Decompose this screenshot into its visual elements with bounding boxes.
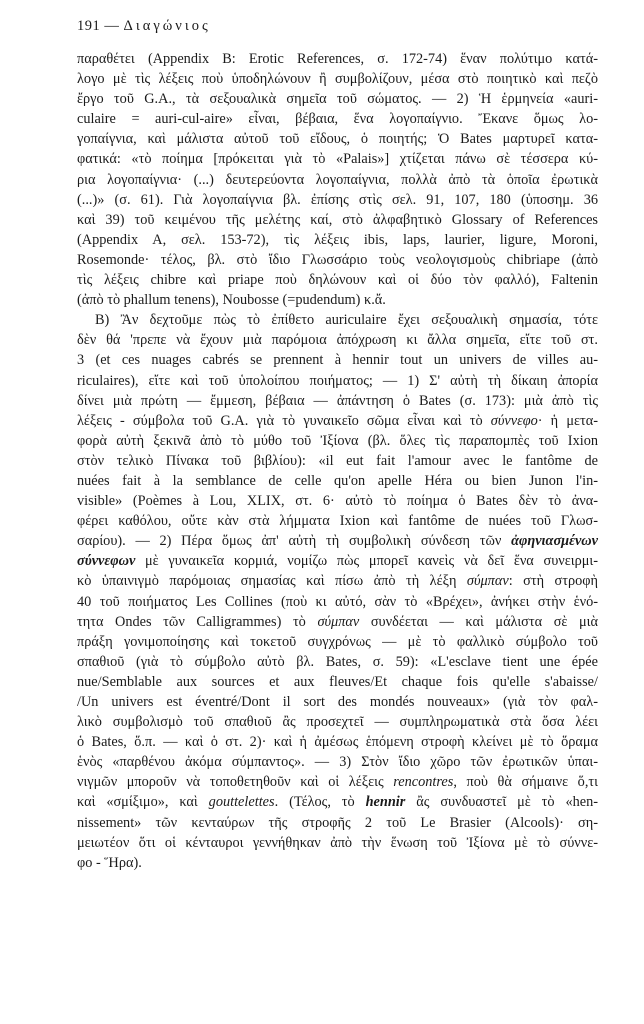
text-line — [77, 632, 598, 652]
text-line — [77, 491, 598, 511]
emphasized-text: σύμπαν — [317, 613, 360, 630]
text-line — [77, 250, 598, 270]
text-line — [77, 210, 598, 230]
text-segment: δίνει μιὰ πρώτη — ἔμμεση, βέβαια — ἀπάντηση ὁ Bates (σ. 173): μιὰ ἀπὸ τὶς — [77, 392, 598, 409]
text-line — [77, 451, 598, 471]
text-line — [77, 712, 598, 732]
text-segment: πράξη γονιμοποίησης καὶ τοκετοῦ συγχρόνως — μὲ τὸ φαλλικὸ σύμβολο τοῦ — [77, 633, 598, 650]
text-line — [77, 531, 598, 551]
emphasized-text: σύννεφων — [77, 553, 136, 570]
text-segment: (Appendix A, σελ. 153-72), τὶς λέξεις ibis, laps, laurier, ligure, Moroni, — [77, 231, 598, 248]
text-segment: , ποὺ θὰ σήμαινε ὅ,τι — [453, 774, 598, 791]
text-segment: καὶ «σμίξιμο», καὶ — [77, 794, 209, 811]
text-segment: φέρει καθόλου, οὔτε κὰν στὰ λήμματα Ixion καὶ fantôme de nuées τοῦ Γλωσ- — [77, 513, 598, 530]
text-line — [77, 170, 598, 190]
text-segment: /Un univers est éventré/Dont il sort des mondés nouveaux» (γιὰ τὸν φαλ- — [77, 694, 598, 710]
text-segment: λέξεις - σύμβολα τοῦ G.A. γιὰ τὸ γυναικεῖο σῶμα εἶναι καὶ τὸ — [77, 412, 491, 429]
text-segment: B) Ἂν δεχτοῦμε πὼς τὸ ἐπίθετο auriculaire ἔχει σεξουαλικὴ σημασία, τότε — [95, 312, 598, 329]
text-line — [77, 310, 598, 330]
emphasized-text: rencontres — [393, 774, 454, 791]
text-line — [77, 471, 598, 491]
text-segment: συνδέεται — καὶ μάλιστα σὲ μιὰ — [359, 613, 599, 630]
text-line — [77, 672, 598, 692]
text-line — [77, 752, 598, 772]
emphasized-text: σύννεφο — [490, 412, 538, 429]
text-line — [77, 511, 598, 531]
text-segment: 40 τοῦ ποιήματος Les Collines (ποὺ κι αὐτό, σὰν τὸ «Βρέχει», ἀνήκει στὴν ἑνό- — [77, 593, 598, 610]
emphasized-text: gouttelettes — [208, 794, 275, 811]
text-line — [77, 270, 598, 290]
text-segment: nissement» τῶν κενταύρων τῆς στροφῆς 2 τοῦ Le Brasier (Alcools)· ση- — [77, 814, 598, 831]
text-segment: σπαθιοῦ (γιὰ τὸ σύμβολο αὐτὸ βλ. Bates, σ. 59): «L'esclave tient une épée — [77, 653, 598, 670]
running-header — [77, 18, 211, 35]
text-line — [77, 612, 598, 632]
text-line — [77, 772, 598, 792]
text-line — [77, 371, 598, 391]
text-segment: μὲ γυναικεῖα κορμιά, νομίζω πὼς μπορεῖ κανεὶς νὰ δεῖ ἕνα συνειρμι- — [135, 553, 598, 570]
text-segment: στὸν τελικὸ Πίνακα τοῦ βιβλίου): «il eut fait l'amour avec le fantôme de — [77, 452, 598, 469]
text-segment: culaire = auri-cul-aire» εἶναι, βέβαια, ἕνα λογοπαίγνιο. Ἔκανε ὅμως λο- — [77, 111, 598, 128]
journal-title: Διαγώνιος — [123, 18, 211, 34]
text-segment: visible» (Poèmes à Lou, XLIX, στ. 6· αὐτὸ τὸ ποίημα ὁ Bates δὲν τὸ ἀνα- — [77, 493, 598, 510]
text-line — [77, 551, 598, 571]
text-segment: παραθέτει (Appendix B: Erotic References, σ. 172-74) ἕναν πολύτιμο κατά- — [77, 51, 598, 67]
text-line — [77, 732, 598, 752]
text-segment: . (Τέλος, τὸ — [274, 794, 366, 811]
text-line — [77, 69, 598, 89]
header-separator: — — [104, 18, 120, 34]
text-segment: 3 (et ces nuages cabrés se prennent à hennir tout un univers de villes au- — [77, 352, 598, 369]
emphasized-text: ἀφηνιασμένων — [511, 533, 598, 550]
text-segment: ρια λογοπαίγνια· (...) δευτερεύοντα λογοπαίγνια, πολλὰ ἀπὸ τὰ ὁποῖα ἐρωτικὰ — [77, 171, 598, 188]
text-segment: ἔργο τοῦ G.A., τὰ σεξουαλικὰ σημεῖα τοῦ σώματος. — 2) Ἡ ἑρμηνεία «auri- — [77, 91, 598, 108]
text-line — [77, 49, 598, 69]
text-segment: καὶ 39) τοῦ κειμένου τῆς μελέτης καί, στὸ ἀλφαβητικὸ Glossary of References — [77, 211, 598, 228]
text-line — [77, 853, 598, 873]
emphasized-text: hennir — [365, 794, 406, 811]
text-line — [77, 290, 598, 310]
text-segment: ἑνὸς «παρθένου ἀκόμα σύμπαντος». — 3) Στὸν ἴδιο χῶρο τῶν ἐρωτικῶν ὑπαι- — [77, 754, 598, 771]
text-line — [77, 149, 598, 169]
text-segment: φορὰ αὐτὴ ξεκινᾶ ἀπὸ τὸ μύθο τοῦ Ἰξίονα (βλ. ὅλες τὶς παραπομπὲς τοῦ Ixion — [77, 432, 598, 449]
text-line — [77, 411, 598, 431]
text-segment: μειωτέον ὅτι οἱ κένταυροι γεννήθηκαν ἀπὸ τὴν ἕνωση τοῦ Ἰξίονα μὲ τὸ σύννε- — [77, 834, 598, 851]
text-segment: nuées fait à la semblance de celle qu'on apelle Héra ou bien Junon l'in- — [77, 472, 598, 489]
text-line — [77, 652, 598, 672]
text-segment: · ἡ μετα- — [537, 412, 598, 429]
text-segment: riculaires), εἴτε καὶ τοῦ ὑπολοίπου ποιήματος; — 1) Σ' αὐτὴ τὴ δίκαιη ἀπορία — [77, 372, 598, 389]
text-segment: γοπαίγνια, καὶ μάλιστα αὐτοῦ τοῦ εἴδους, ὁ ποιητής; Ὁ Bates μαρτυρεῖ κατα- — [77, 131, 598, 148]
text-line — [77, 813, 598, 833]
text-segment: nue/Semblable aux sources et aux fleuves/Et chaque fois qu'elle s'abaisse/ — [77, 673, 598, 690]
text-segment: : στὴ στροφὴ — [508, 573, 598, 590]
text-line — [77, 431, 598, 451]
text-line — [77, 129, 598, 149]
text-line — [77, 571, 598, 591]
text-line — [77, 230, 598, 250]
text-segment: ὁ Bates, ὅ.π. — καὶ ὁ στ. 2)· καὶ ἡ ἀμέσως ἑπόμενη στροφὴ κλείνει μὲ τὸ ὅραμα — [77, 734, 598, 751]
text-segment: κὸ ὑπαινιγμὸ παρόμοιας σημασίας καὶ πίσω ἀπὸ τὴ λέξη — [77, 573, 467, 590]
text-line — [77, 109, 598, 129]
text-line — [77, 391, 598, 411]
text-segment: τητα Ondes τῶν Calligrammes) τὸ — [77, 613, 318, 630]
page-number: 191 — [77, 18, 101, 34]
text-segment: φο - Ἥρα). — [77, 854, 142, 871]
text-segment: (...)» (σ. 61). Γιὰ λογοπαίγνια βλ. ἐπίσης στὶς σελ. 91, 107, 180 (ὑποσημ. 36 — [77, 191, 598, 208]
text-segment: ἂς συνδυαστεῖ μὲ τὸ «hen- — [405, 794, 598, 811]
text-line — [77, 190, 598, 210]
text-segment: λογο μὲ τὶς λέξεις ποὺ ὑποδηλώνουν ἢ συμβολίζουν, μέσα στὸ ποιητικὸ καὶ πεζὸ — [77, 71, 598, 88]
text-line — [77, 592, 598, 612]
text-segment: νιγμῶν μποροῦν νὰ τοποθετηθοῦν καὶ οἱ λέξεις — [77, 774, 394, 791]
text-segment: λικὸ συμβολισμὸ τοῦ σπαθιοῦ ἂς προσεχτεῖ — συμπληρωματικὰ στὰ ὅσα λέει — [77, 714, 598, 731]
text-line — [77, 89, 598, 109]
text-segment: φατικά: «τὸ ποίημα [πρόκειται γιὰ τὸ «Palais»] χτίζεται πάνω σὲ τέσσερα κύ- — [77, 151, 598, 168]
text-line — [77, 330, 598, 350]
text-segment: τὶς λέξεις chibre καὶ priape ποὺ δηλώνουν καὶ οἱ δύο τὸν φαλλό), Faltenin — [77, 272, 598, 289]
text-segment: σαρίου). — 2) Πέρα ὅμως ἀπ' αὐτὴ τὴ συμβολικὴ σύνδεση τῶν — [77, 533, 512, 550]
emphasized-text: σύμπαν — [466, 573, 509, 590]
text-segment: (ἀπὸ τὸ phallum tenens), Noubosse (=pudendum) κ.ἄ. — [77, 292, 386, 309]
text-segment: δὲν θά 'πρεπε νὰ ἔχουν μιὰ παρόμοια ἀπόχρωση κι ἄλλα σημεῖα, εἴτε τοῦ στ. — [77, 332, 598, 349]
text-line — [77, 692, 598, 712]
text-line — [77, 350, 598, 370]
text-line — [77, 792, 598, 812]
text-line — [77, 833, 598, 853]
text-segment: Rosemonde· τέλος, βλ. στὸ ἴδιο Γλωσσάριο τοὺς νεολογισμοὺς chibriape (ἀπὸ — [77, 251, 598, 268]
body-text — [77, 49, 598, 873]
